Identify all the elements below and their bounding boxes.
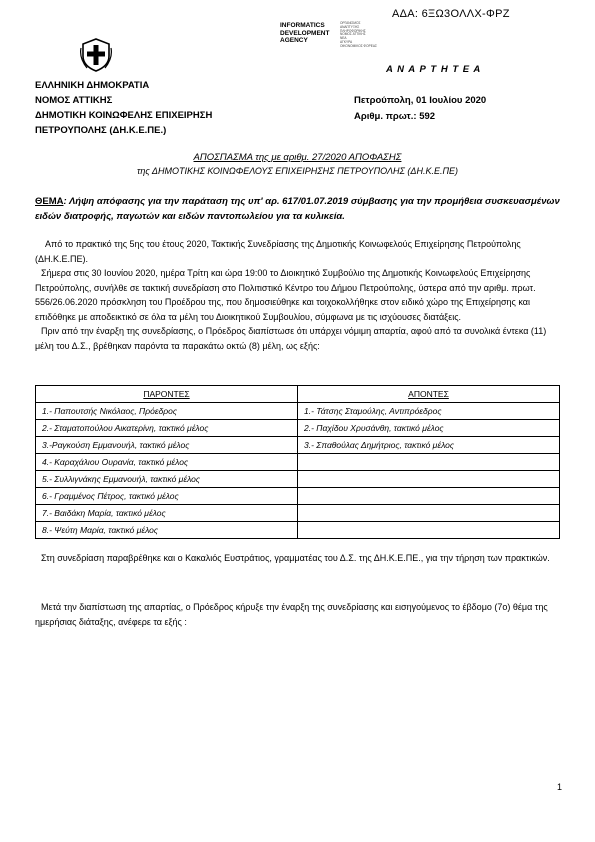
issuer-block <box>35 78 212 138</box>
absent-member <box>298 471 560 488</box>
it-agency-subline: ΟΡΓΑΝΙΣΜΟΣ <box>340 21 361 25</box>
issuer-line: ΠΕΤΡΟΥΠΟΛΗΣ (ΔΗ.Κ.Ε.ΠΕ.) <box>35 125 167 136</box>
ada-code: ΑΔΑ: 6ΞΩ3ΟΛΛΧ-ΦΡΖ <box>392 8 510 20</box>
it-agency-logo-text <box>280 22 329 45</box>
it-agency-subline: ΟΙΚΟΝΟΜΙΚΟΣ ΦΟΡΕΑΣ <box>340 43 377 48</box>
present-member: 7.- Βαιδάκη Μαρία, τακτικό μέλος <box>36 505 298 522</box>
place-date: Πετρούπολη, 01 Ιουλίου 2020 <box>354 95 487 106</box>
issuer-line: ΔΗΜΟΤΙΚΗ ΚΟΙΝΩΦΕΛΗΣ ΕΠΙΧΕΙΡΗΣΗ <box>35 110 213 121</box>
absent-member: 1.- Τάτσης Σταμούλης, Αντιπρόεδρος <box>298 403 560 420</box>
absent-member <box>298 505 560 522</box>
it-agency-subline: ΝΟΜΟΣ ΑΤΤΙΚΗΣ <box>340 32 366 37</box>
paragraph-quorum: Πριν από την έναρξη της συνεδρίασης, ο Πρόεδρος διαπίστωσε ότι υπάρχει νόμιμη απαρτία, αφού από τα συνολικά έντεκα (11) μέλη του Δ.Σ., βρέθηκαν παρόντα τα παρακάτω οκτώ (8) μέλη, ως εξής: <box>35 326 547 351</box>
absent-member: 3.- Σπαθούλας Δημήτριος, τακτικό μέλος <box>298 437 560 454</box>
present-member: 4.- Καραχάλιου Ουρανία, τακτικό μέλος <box>36 454 298 471</box>
present-member: 6.- Γραμμένος Πέτρος, τακτικό μέλος <box>36 488 298 505</box>
greek-coat-of-arms-icon <box>79 38 113 72</box>
paragraph-minutes-source: Από το πρακτικό της 5ης του έτους 2020, Τακτικής Συνεδρίασης της Δημοτικής Κοινωφελούς Επιχείρησης Πετρούπολης (ΔΗ.Κ.Ε.ΠΕ). <box>35 239 521 264</box>
present-member: 2.- Σταματοπούλου Αικατερίνη, τακτικό μέλος <box>36 420 298 437</box>
absent-member: 2.- Παχίδου Χρυσάνθη, τακτικό μέλος <box>298 420 560 437</box>
it-agency-subline: ΑΝΑΠΤΥΞΗΣ <box>340 24 360 29</box>
table-row <box>36 403 560 420</box>
it-agency-subline: ΠΛΗΡΟΦΟΡΙΚΗΣ <box>340 28 366 33</box>
subject-text: : Λήψη απόφασης για την παράταση της υπ' αρ. 617/01.07.2019 σύμβασης για την προμήθεια συσκευασμένων ειδών διατροφής, παγωτών και ειδών παντοπωλείου για τα κυλικεία. <box>35 196 560 222</box>
paragraph-meeting-details: Σήμερα στις 30 Ιουνίου 2020, ημέρα Τρίτη και ώρα 19:00 το Διοικητικό Συμβούλιο της Δημοτικής Κοινωφελούς Επιχείρησης Πετρούπολης, συνήλθε σε τακτική συνεδρίαση στο Πολιτιστικό Κέντρο του Δήμου Πετρούπολης, ύστερα από την αριθμ. πρωτ. 556/26.06.2020 πρόσκληση του Προέδρου της, που δημοσιεύθηκε και τοιχοκολλήθηκε στον ειδικό χώρο της Επιχείρησης και επιδόθηκε με αποδεικτικό σε όλα τα μέλη του Διοικητικού Συμβουλίου, σύμφωνα με τις ισχύουσες διατάξεις. <box>35 268 536 322</box>
place-date-block <box>354 93 486 125</box>
present-member: 5.- Συλλιγνάκης Εμμανουήλ, τακτικό μέλος <box>36 471 298 488</box>
subject-label: ΘΕΜΑ <box>35 196 64 207</box>
absent-member <box>298 488 560 505</box>
paragraph-secretary: Στη συνεδρίαση παραβρέθηκε και ο Κακαλιός Ευστράτιος, γραμματέας του Δ.Σ. της ΔΗ.Κ.Ε.ΠΕ., για την τήρηση των πρακτικών. <box>41 553 550 563</box>
table-row <box>36 488 560 505</box>
subject-block <box>35 194 560 224</box>
attendance-table <box>35 385 560 539</box>
it-agency-line: DEVELOPMENT <box>280 29 330 37</box>
present-member: 3.-Ραγκούση Εμμανουήλ, τακτικό μέλος <box>36 437 298 454</box>
it-agency-subline: ΑΓΚΥΡΑ <box>340 39 353 44</box>
present-member: 1.- Παπουτσής Νικόλαος, Πρόεδρος <box>36 403 298 420</box>
paragraph-agenda-item: Μετά την διαπίστωση της απαρτίας, ο Πρόεδρος κήρυξε την έναρξη της συνεδρίασης και εισηγούμενος το έβδομο (7ο) θέμα της ημερήσιας διάταξης, ανέφερε τα εξής : <box>35 602 548 627</box>
table-row <box>36 471 560 488</box>
table-row <box>36 454 560 471</box>
it-agency-subline: ΝΕΑ <box>340 36 347 41</box>
posting-label: Α Ν Α Ρ Τ Η Τ Ε Α <box>386 64 482 75</box>
it-agency-line: INFORMATICS <box>280 22 325 29</box>
attendance-header-row <box>36 386 560 403</box>
absent-member <box>298 454 560 471</box>
table-row <box>36 505 560 522</box>
page-number: 1 <box>557 782 563 792</box>
document-subtitle: της ΔΗΜΟΤΙΚΗΣ ΚΟΙΝΩΦΕΛΟΥΣ ΕΠΙΧΕΙΡΗΣΗΣ ΠΕΤΡΟΥΠΟΛΗΣ (ΔΗ.Κ.Ε.ΠΕ) <box>137 166 458 176</box>
absent-header: ΑΠΟΝΤΕΣ <box>298 386 560 403</box>
table-row <box>36 522 560 539</box>
issuer-line: ΕΛΛΗΝΙΚΗ ΔΗΜΟΚΡΑΤΙΑ <box>35 80 150 91</box>
issuer-line: ΝΟΜΟΣ ΑΤΤΙΚΗΣ <box>35 95 113 106</box>
present-member: 8.- Ψεύτη Μαρία, τακτικό μέλος <box>36 522 298 539</box>
absent-member <box>298 522 560 539</box>
table-row <box>36 420 560 437</box>
present-header: ΠΑΡΟΝΤΕΣ <box>36 386 298 403</box>
it-agency-logo-subtext <box>340 22 377 49</box>
it-agency-line: AGENCY <box>280 37 308 44</box>
table-row <box>36 437 560 454</box>
document-title: ΑΠΟΣΠΑΣΜΑ της με αριθμ. 27/2020 ΑΠΟΦΑΣΗΣ <box>193 152 402 163</box>
protocol-number: Αριθμ. πρωτ.: 592 <box>354 111 436 122</box>
